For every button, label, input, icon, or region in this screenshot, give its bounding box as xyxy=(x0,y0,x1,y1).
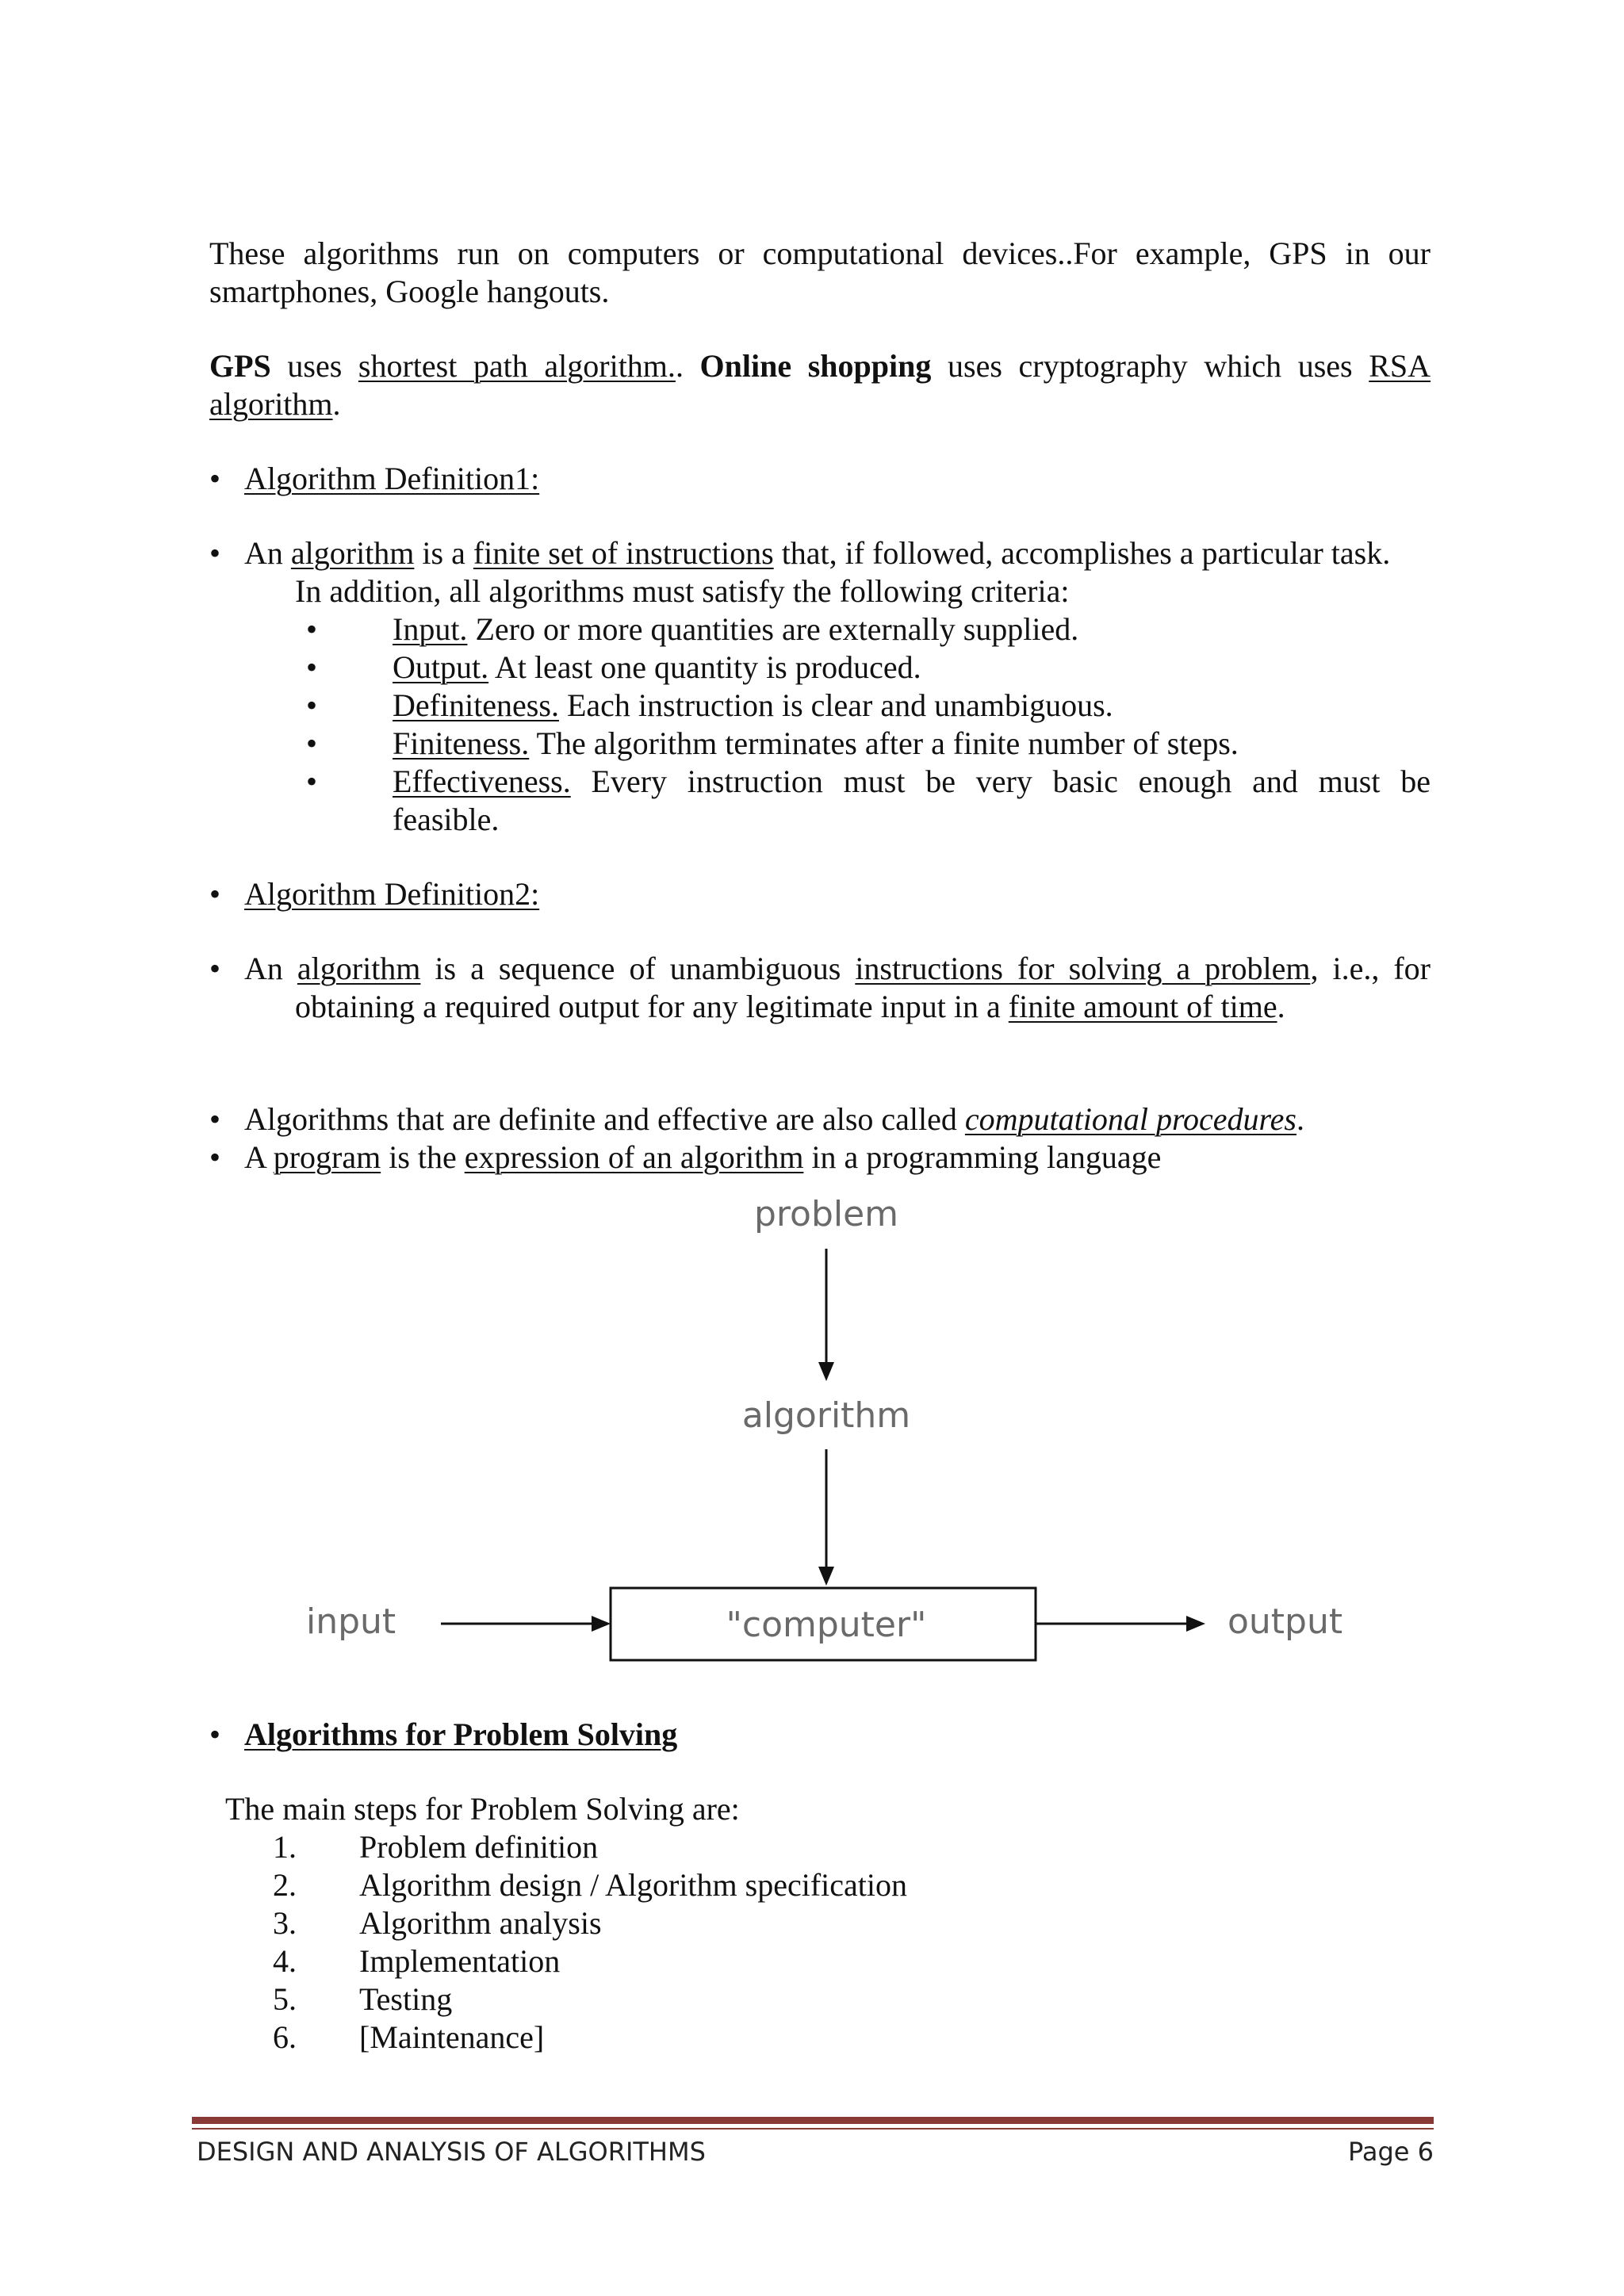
bullet-def1-heading: • xyxy=(209,461,221,496)
def1-heading: Algorithm Definition1: xyxy=(244,461,540,496)
criteria-text: Every instruction must be very basic enough and must be xyxy=(570,763,1431,799)
step-label: Problem definition xyxy=(359,1829,599,1865)
gps-end: . xyxy=(332,386,341,422)
computational-term: computational procedures xyxy=(964,1101,1297,1137)
criteria-bullet: • xyxy=(306,687,318,723)
def1-body-line-2: In addition, all algorithms must satisfy the following criteria: xyxy=(295,573,1070,609)
arrow-head xyxy=(592,1616,611,1632)
def1-is-a: is a xyxy=(414,535,473,571)
arrow-head xyxy=(1186,1616,1205,1632)
criteria-bullet: • xyxy=(306,611,318,647)
step-label: Testing xyxy=(359,1981,453,2017)
gps-dot: . xyxy=(675,348,700,384)
criteria-text: The algorithm terminates after a finite number of steps. xyxy=(529,725,1239,761)
step-label: Algorithm analysis xyxy=(359,1905,602,1941)
gps-text: uses xyxy=(270,348,358,384)
diagram-output-label: output xyxy=(1228,1601,1343,1642)
bullet-computational: • xyxy=(209,1101,221,1137)
online-shopping-label: Online shopping xyxy=(699,348,932,384)
diagram-problem-label: problem xyxy=(753,1194,899,1234)
def2-algorithm-term: algorithm xyxy=(297,951,421,986)
def1-rest: that, if followed, accomplishes a particular task. xyxy=(773,535,1391,571)
criteria-bullet: • xyxy=(306,649,318,685)
step-label: Implementation xyxy=(359,1943,561,1979)
diagram-input-label: input xyxy=(306,1601,396,1642)
def2-heading: Algorithm Definition2: xyxy=(244,876,540,912)
program-a: A xyxy=(244,1139,274,1175)
rsa-algorithm-link: algorithm xyxy=(209,386,333,422)
solving-heading: Algorithms for Problem Solving xyxy=(244,1716,678,1752)
rsa-link: RSA xyxy=(1369,348,1431,384)
program-is-the: is the xyxy=(381,1139,465,1175)
step-label: Algorithm design / Algorithm specification xyxy=(359,1867,908,1903)
computational-end: . xyxy=(1296,1101,1304,1137)
gps-text-2: uses cryptography which uses xyxy=(931,348,1369,384)
def2-line2b: . xyxy=(1277,989,1285,1024)
computational-text: Algorithms that are definite and effective are also called xyxy=(244,1101,965,1137)
criteria-term: Input. xyxy=(393,611,468,647)
program-term: program xyxy=(273,1139,381,1175)
gps-label: GPS xyxy=(209,348,271,384)
criteria-term: Effectiveness. xyxy=(393,763,571,799)
footer-rule xyxy=(192,2117,1434,2124)
def1-algorithm-term: algorithm xyxy=(290,535,415,571)
program-expression-term: expression of an algorithm xyxy=(464,1139,804,1175)
step-number: 1. xyxy=(273,1829,297,1865)
bullet-def1-body: • xyxy=(209,535,221,571)
def2-tail: , i.e., for xyxy=(1310,951,1431,986)
arrow-head xyxy=(818,1362,834,1381)
criteria-term: Output. xyxy=(393,649,489,685)
bullet-def2-body: • xyxy=(209,951,221,986)
diagram-computer-label: "computer" xyxy=(726,1605,927,1645)
def2-instructions-term: instructions for solving a problem xyxy=(855,951,1311,986)
criteria-effectiveness-line-2: feasible. xyxy=(393,802,500,837)
def2-line2a: obtaining a required output for any legitimate input in a xyxy=(295,989,1009,1024)
criteria-bullet: • xyxy=(306,725,318,761)
step-number: 5. xyxy=(273,1981,297,2017)
criteria-text: At least one quantity is produced. xyxy=(488,649,921,685)
shortest-path-link: shortest path algorithm. xyxy=(358,348,676,384)
intro-line-1: These algorithms run on computers or computational devices..For example, GPS in our xyxy=(209,235,1431,271)
criteria-bullet: • xyxy=(306,763,318,799)
bullet-def2-heading: • xyxy=(209,876,221,912)
step-number: 2. xyxy=(273,1867,297,1903)
def1-finite-set-term: finite set of instructions xyxy=(473,535,774,571)
criteria-term: Definiteness. xyxy=(393,687,559,723)
def2-an: An xyxy=(244,951,297,986)
def1-an: An xyxy=(244,535,291,571)
criteria-text: Zero or more quantities are externally supplied. xyxy=(467,611,1079,647)
footer-rule-thin xyxy=(192,2128,1434,2130)
step-number: 3. xyxy=(273,1905,297,1941)
bullet-program: • xyxy=(209,1139,221,1175)
bullet-solving-heading: • xyxy=(209,1716,221,1752)
arrow-head xyxy=(818,1567,834,1586)
criteria-term: Finiteness. xyxy=(393,725,530,761)
footer-page-number: Page 6 xyxy=(1348,2137,1434,2167)
intro-line-2: smartphones, Google hangouts. xyxy=(209,274,610,309)
program-rest: in a programming language xyxy=(803,1139,1162,1175)
diagram-algorithm-label: algorithm xyxy=(741,1395,911,1436)
criteria-text: Each instruction is clear and unambiguous. xyxy=(558,687,1113,723)
step-number: 4. xyxy=(273,1943,297,1979)
step-number: 6. xyxy=(273,2019,297,2055)
step-label: [Maintenance] xyxy=(359,2019,545,2055)
def2-mid: is a sequence of unambiguous xyxy=(420,951,856,986)
def2-finite-time-term: finite amount of time xyxy=(1008,989,1277,1024)
footer-title: DESIGN AND ANALYSIS OF ALGORITHMS xyxy=(197,2137,706,2167)
solving-intro: The main steps for Problem Solving are: xyxy=(225,1791,740,1827)
